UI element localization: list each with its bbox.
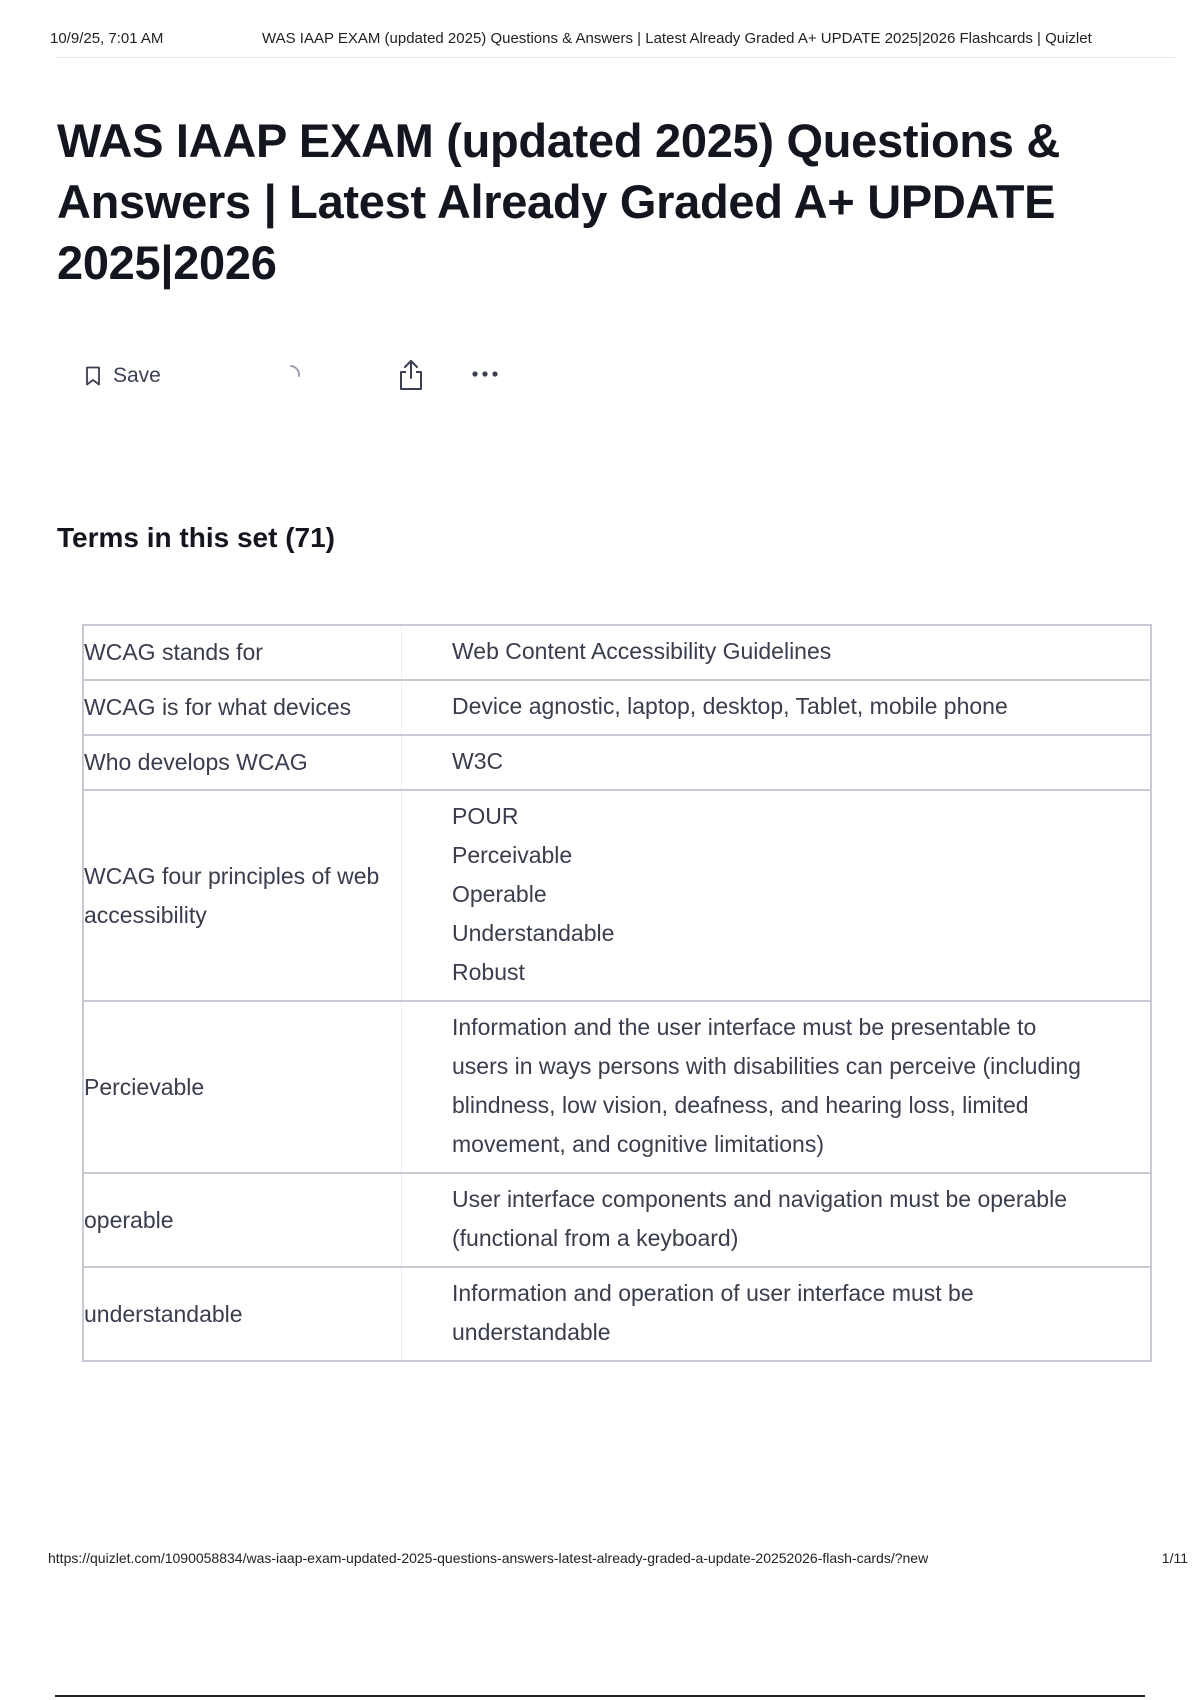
page-number: 1/11 <box>1161 1550 1188 1566</box>
definition-text: User interface components and navigation must be operable (functional from a keyboard) <box>452 1186 1067 1251</box>
definition-cell <box>402 1002 1150 1172</box>
term-cell <box>84 1002 402 1172</box>
term-cell <box>84 791 402 1000</box>
term-row <box>82 736 1152 791</box>
definition-text: W3C <box>452 748 504 774</box>
term-row <box>82 791 1152 1002</box>
definition-text: POUR <box>452 803 519 829</box>
definition-cell <box>402 1174 1150 1266</box>
header-divider <box>55 57 1175 58</box>
term-row <box>82 1174 1152 1268</box>
term-row <box>82 1002 1152 1174</box>
definition-cell <box>402 791 1150 1000</box>
term-cell <box>84 736 402 789</box>
definition-text: Device agnostic, laptop, desktop, Tablet, mobile phone <box>452 693 1008 719</box>
definition-cell <box>402 736 1150 789</box>
term-cell <box>84 1268 402 1360</box>
term-text: WCAG four principles of web accessibility <box>84 862 380 928</box>
more-options-icon[interactable] <box>467 364 503 384</box>
definition-text: Operable <box>452 881 547 907</box>
term-row <box>82 1268 1152 1362</box>
term-cell <box>84 681 402 734</box>
bookmark-icon <box>85 366 101 386</box>
term-text: Percievable <box>84 1073 205 1100</box>
term-cell <box>84 626 402 679</box>
term-text: WCAG stands for <box>84 639 263 665</box>
definition-text: Robust <box>452 959 525 985</box>
terms-table <box>82 624 1152 1362</box>
definition-cell <box>402 626 1150 679</box>
term-text: Who develops WCAG <box>84 749 308 775</box>
page-bottom-divider <box>55 1695 1145 1697</box>
term-text: operable <box>84 1206 174 1233</box>
definition-text: Information and the user interface must be presentable to users in ways persons with disabilities can perceive (including blindness, low vision, deafness, and hearing loss, limited movement, and cognitive limitations) <box>452 1014 1081 1157</box>
print-url: https://quizlet.com/1090058834/was-iaap-exam-updated-2025-questions-answers-latest-already-graded-a-update-20252026-flash-cards/?new <box>48 1550 929 1566</box>
terms-heading: Terms in this set (71) <box>57 522 336 553</box>
print-date: 10/9/25, 7:01 AM <box>50 30 164 47</box>
term-text: WCAG is for what devices <box>84 694 352 720</box>
term-cell <box>84 1174 402 1266</box>
term-text: understandable <box>84 1300 243 1327</box>
loading-spinner-icon <box>278 362 304 388</box>
save-label: Save <box>113 364 161 387</box>
set-toolbar <box>85 356 545 396</box>
definition-text: Information and operation of user interface must be understandable <box>452 1280 974 1345</box>
definition-text: Understandable <box>452 920 615 946</box>
definition-cell <box>402 681 1150 734</box>
print-header <box>50 30 1150 50</box>
term-row <box>82 624 1152 681</box>
definition-cell <box>402 1268 1150 1360</box>
page-title: WAS IAAP EXAM (updated 2025) Questions & Answers | Latest Already Graded A+ UPDATE 2025|2026 <box>57 114 1061 289</box>
print-document-title: WAS IAAP EXAM (updated 2025) Questions & Answers | Latest Already Graded A+ UPDATE 2025|2026 Flashcards | Quizlet <box>262 30 1092 47</box>
print-footer <box>48 1550 1188 1570</box>
term-row <box>82 681 1152 736</box>
save-button[interactable] <box>85 356 161 396</box>
definition-text: Web Content Accessibility Guidelines <box>452 638 832 664</box>
share-icon[interactable] <box>396 358 426 392</box>
definition-text: Perceivable <box>452 842 573 868</box>
